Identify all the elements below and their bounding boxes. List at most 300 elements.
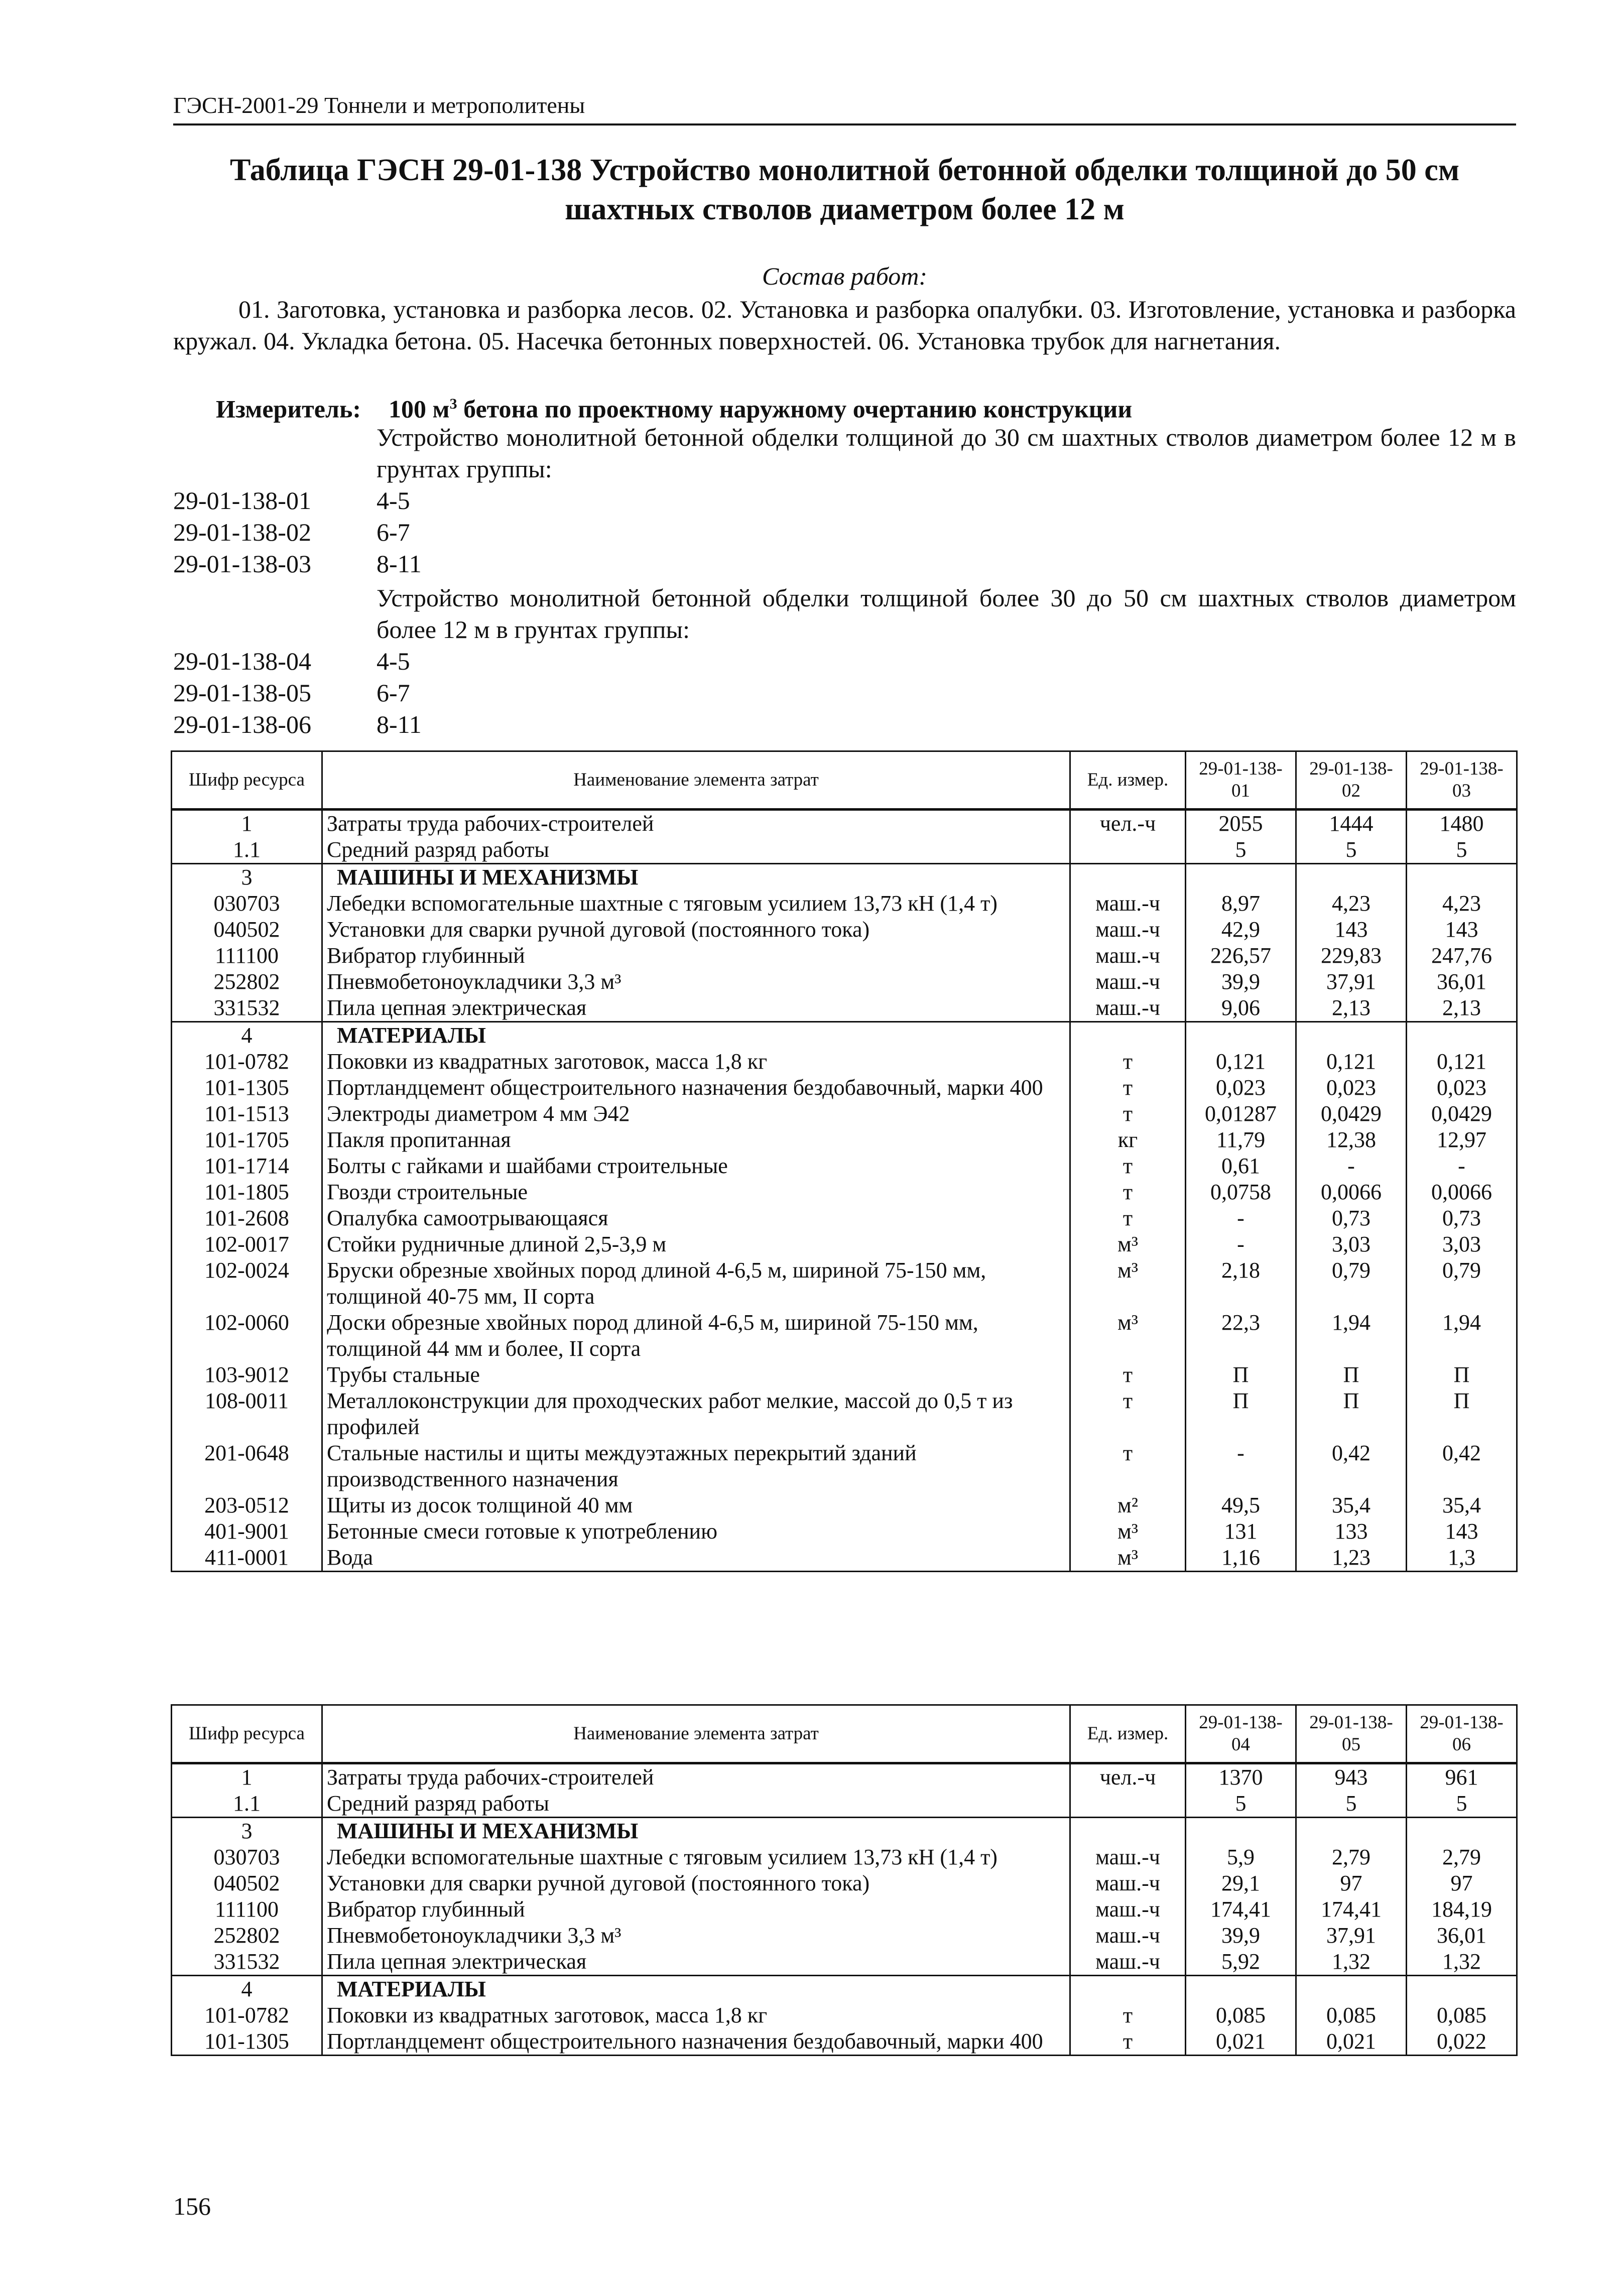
- value-cell: 4,23: [1296, 890, 1407, 917]
- variant-soil-group: 6-7: [377, 518, 410, 546]
- value-cell: П: [1186, 1362, 1296, 1388]
- value-cell: 0,73: [1296, 1205, 1407, 1231]
- resource-name: Лебедки вспомогательные шахтные с тяговым усилием 13,73 кН (1,4 т): [322, 1844, 1070, 1870]
- unit-cell: маш.-ч: [1070, 1923, 1186, 1949]
- variant-code: 29-01-138-02: [173, 518, 311, 546]
- resource-name: Средний разряд работы: [322, 1791, 1070, 1818]
- value-cell: 5: [1296, 837, 1407, 864]
- value-cell: 5: [1186, 1791, 1296, 1818]
- unit-cell: маш.-ч: [1070, 917, 1186, 943]
- value-cell: [1407, 1976, 1517, 2003]
- value-cell: 5: [1186, 837, 1296, 864]
- resource-code: 4: [172, 1022, 322, 1049]
- unit-cell: маш.-ч: [1070, 1949, 1186, 1976]
- resource-table-1: [171, 750, 1518, 1572]
- table-row: [172, 1492, 1517, 1518]
- unit-cell: м³: [1070, 1310, 1186, 1362]
- value-cell: 0,0429: [1407, 1101, 1517, 1127]
- value-cell: 22,3: [1186, 1310, 1296, 1362]
- resource-code: 101-1714: [172, 1153, 322, 1179]
- resource-code: 1.1: [172, 1791, 322, 1818]
- table-row: [172, 969, 1517, 995]
- resource-code: 1: [172, 810, 322, 837]
- unit-cell: т: [1070, 2002, 1186, 2028]
- unit-cell: т: [1070, 2028, 1186, 2056]
- value-cell: 2055: [1186, 810, 1296, 837]
- value-cell: 5,9: [1186, 1844, 1296, 1870]
- value-cell: 97: [1296, 1870, 1407, 1896]
- resource-code: 108-0011: [172, 1388, 322, 1440]
- unit-cell: т: [1070, 1049, 1186, 1075]
- resource-name: Портландцемент общестроительного назначения бездобавочный, марки 400: [322, 1075, 1070, 1101]
- unit-cell: маш.-ч: [1070, 1896, 1186, 1923]
- value-cell: 1,94: [1407, 1310, 1517, 1362]
- header-code: Шифр ресурса: [172, 751, 322, 810]
- unit-cell: т: [1070, 1440, 1186, 1492]
- table-row: [172, 1791, 1517, 1818]
- value-cell: 0,0758: [1186, 1179, 1296, 1205]
- unit-cell: т: [1070, 1101, 1186, 1127]
- value-cell: 3,03: [1407, 1231, 1517, 1257]
- variant-soil-group: 4-5: [377, 647, 410, 675]
- unit-cell: т: [1070, 1388, 1186, 1440]
- resource-name: Доски обрезные хвойных пород длиной 4-6,5 м, шириной 75-150 мм, толщиной 44 мм и более, II сорта: [322, 1310, 1070, 1362]
- value-cell: 0,085: [1407, 2002, 1517, 2028]
- section-title: МАТЕРИАЛЫ: [322, 1022, 1070, 1049]
- value-cell: [1296, 864, 1407, 891]
- page-number: 156: [173, 2192, 211, 2220]
- unit-cell: [1070, 1791, 1186, 1818]
- value-cell: [1407, 864, 1517, 891]
- variant-group-text: Устройство монолитной бетонной обделки толщиной до 30 см шахтных стволов диаметром более 12 м в грунтах группы:: [377, 423, 1516, 483]
- value-cell: 1,32: [1296, 1949, 1407, 1976]
- resource-code: 1: [172, 1763, 322, 1791]
- value-cell: 0,121: [1296, 1049, 1407, 1075]
- value-cell: 0,42: [1296, 1440, 1407, 1492]
- resource-name: Лебедки вспомогательные шахтные с тяговым усилием 13,73 кН (1,4 т): [322, 890, 1070, 917]
- table-row: [172, 1388, 1517, 1440]
- unit-cell: маш.-ч: [1070, 943, 1186, 969]
- table-row: [172, 1179, 1517, 1205]
- table-title-line-2: шахтных стволов диаметром более 12 м: [565, 192, 1125, 226]
- resource-code: 401-9001: [172, 1518, 322, 1545]
- variant-code: 29-01-138-03: [173, 550, 311, 578]
- section-row: [172, 864, 1517, 891]
- resource-name: Трубы стальные: [322, 1362, 1070, 1388]
- section-title: МАШИНЫ И МЕХАНИЗМЫ: [322, 864, 1070, 891]
- value-cell: 226,57: [1186, 943, 1296, 969]
- variant-group-1: [173, 422, 1516, 580]
- table-row: [172, 1231, 1517, 1257]
- resource-code: 101-0782: [172, 1049, 322, 1075]
- header-name: Наименование элемента затрат: [322, 751, 1070, 810]
- resource-name: Вода: [322, 1545, 1070, 1572]
- variant-code: 29-01-138-04: [173, 647, 311, 675]
- table-title: [173, 151, 1516, 229]
- resource-name: Стальные настилы и щиты междуэтажных перекрытий зданий производственного назначения: [322, 1440, 1070, 1492]
- section-title: МАТЕРИАЛЫ: [322, 1976, 1070, 2003]
- header-name: Наименование элемента затрат: [322, 1705, 1070, 1763]
- resource-name: Затраты труда рабочих-строителей: [322, 810, 1070, 837]
- value-cell: 4,23: [1407, 890, 1517, 917]
- value-cell: 0,121: [1186, 1049, 1296, 1075]
- measure-label: Измеритель:: [216, 395, 361, 423]
- resource-code: 4: [172, 1976, 322, 2003]
- value-cell: 1,23: [1296, 1545, 1407, 1572]
- resource-name: Бетонные смеси готовые к употреблению: [322, 1518, 1070, 1545]
- variant-row: [173, 485, 1516, 517]
- resource-code: 201-0648: [172, 1440, 322, 1492]
- resource-table-2-body: [172, 1763, 1517, 2056]
- unit-cell: м³: [1070, 1231, 1186, 1257]
- value-cell: 1,16: [1186, 1545, 1296, 1572]
- section-row: [172, 1022, 1517, 1049]
- variant-group-2: [173, 582, 1516, 740]
- resource-name: Пневмобетоноукладчики 3,3 м³: [322, 1923, 1070, 1949]
- table-row: [172, 2002, 1517, 2028]
- value-cell: 1,94: [1296, 1310, 1407, 1362]
- value-cell: 143: [1296, 917, 1407, 943]
- unit-cell: маш.-ч: [1070, 890, 1186, 917]
- value-cell: 36,01: [1407, 969, 1517, 995]
- value-cell: 184,19: [1407, 1896, 1517, 1923]
- unit-cell: т: [1070, 1179, 1186, 1205]
- value-cell: [1186, 1818, 1296, 1845]
- resource-name: Установки для сварки ручной дуговой (постоянного тока): [322, 1870, 1070, 1896]
- header-unit: Ед. измер.: [1070, 751, 1186, 810]
- resource-code: 102-0060: [172, 1310, 322, 1362]
- value-cell: П: [1186, 1388, 1296, 1440]
- resource-table-1-body: [172, 810, 1517, 1572]
- table-row: [172, 995, 1517, 1022]
- unit-cell: маш.-ч: [1070, 969, 1186, 995]
- header-variant: 29-01-138-03: [1407, 751, 1517, 810]
- variant-code: 29-01-138-01: [173, 486, 311, 515]
- resource-code: 331532: [172, 995, 322, 1022]
- value-cell: 0,085: [1186, 2002, 1296, 2028]
- resource-name: Металлоконструкции для проходческих работ мелкие, массой до 0,5 т из профилей: [322, 1388, 1070, 1440]
- variant-row: [173, 548, 1516, 580]
- value-cell: 0,021: [1296, 2028, 1407, 2056]
- value-cell: 229,83: [1296, 943, 1407, 969]
- value-cell: [1186, 1022, 1296, 1049]
- value-cell: 35,4: [1407, 1492, 1517, 1518]
- value-cell: 0,085: [1296, 2002, 1407, 2028]
- table-row: [172, 1545, 1517, 1572]
- unit-cell: м²: [1070, 1492, 1186, 1518]
- variant-row: [173, 517, 1516, 548]
- resource-name: Пила цепная электрическая: [322, 995, 1070, 1022]
- running-head: ГЭСН-2001-29 Тоннели и метрополитены: [173, 90, 1516, 125]
- value-cell: 37,91: [1296, 969, 1407, 995]
- value-cell: 0,021: [1186, 2028, 1296, 2056]
- unit-cell: м³: [1070, 1545, 1186, 1572]
- work-composition-text: 01. Заготовка, установка и разборка лесов. 02. Установка и разборка опалубки. 03. Изготовление, установка и разборка кружал. 04. Укладка бетона. 05. Насечка бетонных поверхностей. 06. Установка трубок для нагнетания.: [173, 295, 1516, 355]
- resource-code: 030703: [172, 890, 322, 917]
- resource-name: Пневмобетоноукладчики 3,3 м³: [322, 969, 1070, 995]
- value-cell: 39,9: [1186, 969, 1296, 995]
- resource-name: Бруски обрезные хвойных пород длиной 4-6,5 м, шириной 75-150 мм, толщиной 40-75 мм, II сорта: [322, 1257, 1070, 1310]
- resource-code: 030703: [172, 1844, 322, 1870]
- resource-code: 040502: [172, 917, 322, 943]
- table-row: [172, 2028, 1517, 2056]
- resource-code: 103-9012: [172, 1362, 322, 1388]
- value-cell: 0,79: [1296, 1257, 1407, 1310]
- resource-name: Поковки из квадратных заготовок, масса 1,8 кг: [322, 2002, 1070, 2028]
- value-cell: 39,9: [1186, 1923, 1296, 1949]
- value-cell: 12,97: [1407, 1127, 1517, 1153]
- value-cell: [1186, 1976, 1296, 2003]
- resource-code: 3: [172, 864, 322, 891]
- value-cell: 2,18: [1186, 1257, 1296, 1310]
- unit-cell: маш.-ч: [1070, 995, 1186, 1022]
- value-cell: -: [1186, 1205, 1296, 1231]
- work-composition-heading: Состав работ:: [762, 262, 928, 290]
- value-cell: 9,06: [1186, 995, 1296, 1022]
- table-row: [172, 1075, 1517, 1101]
- value-cell: 943: [1296, 1763, 1407, 1791]
- value-cell: П: [1407, 1388, 1517, 1440]
- resource-code: 3: [172, 1818, 322, 1845]
- value-cell: 49,5: [1186, 1492, 1296, 1518]
- unit-cell: [1070, 1976, 1186, 2003]
- section-row: [172, 1818, 1517, 1845]
- unit-cell: м³: [1070, 1257, 1186, 1310]
- value-cell: -: [1407, 1153, 1517, 1179]
- table-row: [172, 1518, 1517, 1545]
- resource-code: 111100: [172, 943, 322, 969]
- section-row: [172, 1976, 1517, 2003]
- section-title: МАШИНЫ И МЕХАНИЗМЫ: [322, 1818, 1070, 1845]
- value-cell: 1,3: [1407, 1545, 1517, 1572]
- variant-row: [173, 646, 1516, 677]
- value-cell: 37,91: [1296, 1923, 1407, 1949]
- unit-cell: кг: [1070, 1127, 1186, 1153]
- resource-name: Средний разряд работы: [322, 837, 1070, 864]
- value-cell: 1,32: [1407, 1949, 1517, 1976]
- table-title-line-1: Таблица ГЭСН 29-01-138 Устройство монолитной бетонной обделки толщиной до 50 см: [229, 153, 1460, 187]
- value-cell: 0,42: [1407, 1440, 1517, 1492]
- variant-code: 29-01-138-06: [173, 710, 311, 738]
- resource-name: Вибратор глубинный: [322, 943, 1070, 969]
- table-row: [172, 1923, 1517, 1949]
- resource-code: 102-0017: [172, 1231, 322, 1257]
- unit-cell: маш.-ч: [1070, 1870, 1186, 1896]
- resource-table-2: [171, 1704, 1518, 2056]
- value-cell: 11,79: [1186, 1127, 1296, 1153]
- header-variant: 29-01-138-06: [1407, 1705, 1517, 1763]
- unit-cell: т: [1070, 1153, 1186, 1179]
- value-cell: 0,79: [1407, 1257, 1517, 1310]
- variant-row: [173, 709, 1516, 740]
- table-row: [172, 890, 1517, 917]
- resource-name: Портландцемент общестроительного назначения бездобавочный, марки 400: [322, 2028, 1070, 2056]
- value-cell: -: [1296, 1153, 1407, 1179]
- value-cell: 29,1: [1186, 1870, 1296, 1896]
- variant-row: [173, 677, 1516, 709]
- value-cell: 5: [1407, 1791, 1517, 1818]
- resource-name: Болты с гайками и шайбами строительные: [322, 1153, 1070, 1179]
- resource-code: 111100: [172, 1896, 322, 1923]
- value-cell: П: [1296, 1388, 1407, 1440]
- value-cell: 0,0429: [1296, 1101, 1407, 1127]
- value-cell: 5,92: [1186, 1949, 1296, 1976]
- table-row: [172, 1257, 1517, 1310]
- table-row: [172, 1310, 1517, 1362]
- value-cell: 0,022: [1407, 2028, 1517, 2056]
- unit-cell: маш.-ч: [1070, 1844, 1186, 1870]
- resource-code: 101-2608: [172, 1205, 322, 1231]
- table-row: [172, 1362, 1517, 1388]
- resource-code: 102-0024: [172, 1257, 322, 1310]
- resource-name: Стойки рудничные длиной 2,5-3,9 м: [322, 1231, 1070, 1257]
- measure-text-post: бетона по проектному наружному очертанию конструкции: [457, 395, 1133, 423]
- value-cell: 1480: [1407, 810, 1517, 837]
- resource-name: Затраты труда рабочих-строителей: [322, 1763, 1070, 1791]
- value-cell: 0,73: [1407, 1205, 1517, 1231]
- value-cell: 0,0066: [1407, 1179, 1517, 1205]
- table-row: [172, 1127, 1517, 1153]
- value-cell: [1186, 864, 1296, 891]
- value-cell: 961: [1407, 1763, 1517, 1791]
- resource-code: 331532: [172, 1949, 322, 1976]
- resource-code: 203-0512: [172, 1492, 322, 1518]
- table-row: [172, 1101, 1517, 1127]
- resource-name: Поковки из квадратных заготовок, масса 1,8 кг: [322, 1049, 1070, 1075]
- resource-code: 252802: [172, 1923, 322, 1949]
- header-variant: 29-01-138-02: [1296, 751, 1407, 810]
- value-cell: 42,9: [1186, 917, 1296, 943]
- resource-code: 101-1305: [172, 2028, 322, 2056]
- unit-cell: [1070, 837, 1186, 864]
- variant-group-text: Устройство монолитной бетонной обделки толщиной более 30 до 50 см шахтных стволов диаметром более 12 м в грунтах группы:: [377, 584, 1516, 644]
- header-variant: 29-01-138-05: [1296, 1705, 1407, 1763]
- resource-code: 252802: [172, 969, 322, 995]
- table-row: [172, 1870, 1517, 1896]
- table-row: [172, 943, 1517, 969]
- resource-code: 040502: [172, 1870, 322, 1896]
- resource-code: 1.1: [172, 837, 322, 864]
- value-cell: [1296, 1976, 1407, 2003]
- table-row: [172, 1763, 1517, 1791]
- resource-name: Вибратор глубинный: [322, 1896, 1070, 1923]
- variant-soil-group: 8-11: [377, 710, 422, 738]
- table-row: [172, 917, 1517, 943]
- resource-name: Электроды диаметром 4 мм Э42: [322, 1101, 1070, 1127]
- resource-name: Щиты из досок толщиной 40 мм: [322, 1492, 1070, 1518]
- unit-cell: чел.-ч: [1070, 1763, 1186, 1791]
- value-cell: П: [1296, 1362, 1407, 1388]
- table-row: [172, 1440, 1517, 1492]
- value-cell: 97: [1407, 1870, 1517, 1896]
- value-cell: 174,41: [1296, 1896, 1407, 1923]
- unit-cell: т: [1070, 1075, 1186, 1101]
- table-row: [172, 1844, 1517, 1870]
- variant-code: 29-01-138-05: [173, 679, 311, 707]
- unit-cell: чел.-ч: [1070, 810, 1186, 837]
- unit-cell: [1070, 864, 1186, 891]
- value-cell: 0,023: [1407, 1075, 1517, 1101]
- value-cell: 2,13: [1296, 995, 1407, 1022]
- resource-name: Пакля пропитанная: [322, 1127, 1070, 1153]
- measure-unit: [216, 389, 1516, 424]
- value-cell: [1296, 1818, 1407, 1845]
- measure-sup: 3: [449, 396, 457, 412]
- variant-soil-group: 6-7: [377, 679, 410, 707]
- resource-code: 101-0782: [172, 2002, 322, 2028]
- table-row: [172, 837, 1517, 864]
- value-cell: 0,023: [1296, 1075, 1407, 1101]
- unit-cell: [1070, 1022, 1186, 1049]
- resource-name: Опалубка самоотрывающаяся: [322, 1205, 1070, 1231]
- value-cell: 0,01287: [1186, 1101, 1296, 1127]
- value-cell: 247,76: [1407, 943, 1517, 969]
- value-cell: [1296, 1022, 1407, 1049]
- value-cell: 0,121: [1407, 1049, 1517, 1075]
- unit-cell: т: [1070, 1362, 1186, 1388]
- value-cell: 131: [1186, 1518, 1296, 1545]
- table-row: [172, 1153, 1517, 1179]
- value-cell: П: [1407, 1362, 1517, 1388]
- resource-name: Гвозди строительные: [322, 1179, 1070, 1205]
- value-cell: -: [1186, 1440, 1296, 1492]
- value-cell: 133: [1296, 1518, 1407, 1545]
- resource-code: 101-1305: [172, 1075, 322, 1101]
- value-cell: 3,03: [1296, 1231, 1407, 1257]
- value-cell: 12,38: [1296, 1127, 1407, 1153]
- resource-name: Пила цепная электрическая: [322, 1949, 1070, 1976]
- value-cell: 36,01: [1407, 1923, 1517, 1949]
- header-code: Шифр ресурса: [172, 1705, 322, 1763]
- resource-code: 101-1513: [172, 1101, 322, 1127]
- value-cell: -: [1186, 1231, 1296, 1257]
- unit-cell: м³: [1070, 1518, 1186, 1545]
- resource-name: Установки для сварки ручной дуговой (постоянного тока): [322, 917, 1070, 943]
- header-unit: Ед. измер.: [1070, 1705, 1186, 1763]
- value-cell: 174,41: [1186, 1896, 1296, 1923]
- table-row: [172, 1949, 1517, 1976]
- value-cell: 8,97: [1186, 890, 1296, 917]
- value-cell: [1407, 1022, 1517, 1049]
- variant-soil-group: 4-5: [377, 486, 410, 515]
- header-variant: 29-01-138-04: [1186, 1705, 1296, 1763]
- resource-code: 101-1805: [172, 1179, 322, 1205]
- value-cell: 143: [1407, 917, 1517, 943]
- value-cell: 0,61: [1186, 1153, 1296, 1179]
- value-cell: 1370: [1186, 1763, 1296, 1791]
- value-cell: 5: [1296, 1791, 1407, 1818]
- value-cell: 0,023: [1186, 1075, 1296, 1101]
- table-row: [172, 1205, 1517, 1231]
- variant-soil-group: 8-11: [377, 550, 422, 578]
- header-variant: 29-01-138-01: [1186, 751, 1296, 810]
- value-cell: 2,79: [1407, 1844, 1517, 1870]
- value-cell: [1407, 1818, 1517, 1845]
- value-cell: 2,13: [1407, 995, 1517, 1022]
- resource-code: 101-1705: [172, 1127, 322, 1153]
- value-cell: 0,0066: [1296, 1179, 1407, 1205]
- value-cell: 35,4: [1296, 1492, 1407, 1518]
- resource-code: 411-0001: [172, 1545, 322, 1572]
- value-cell: 143: [1407, 1518, 1517, 1545]
- unit-cell: [1070, 1818, 1186, 1845]
- measure-text-pre: 100 м: [389, 395, 450, 423]
- value-cell: 2,79: [1296, 1844, 1407, 1870]
- value-cell: 5: [1407, 837, 1517, 864]
- unit-cell: т: [1070, 1205, 1186, 1231]
- table-row: [172, 1896, 1517, 1923]
- table-row: [172, 810, 1517, 837]
